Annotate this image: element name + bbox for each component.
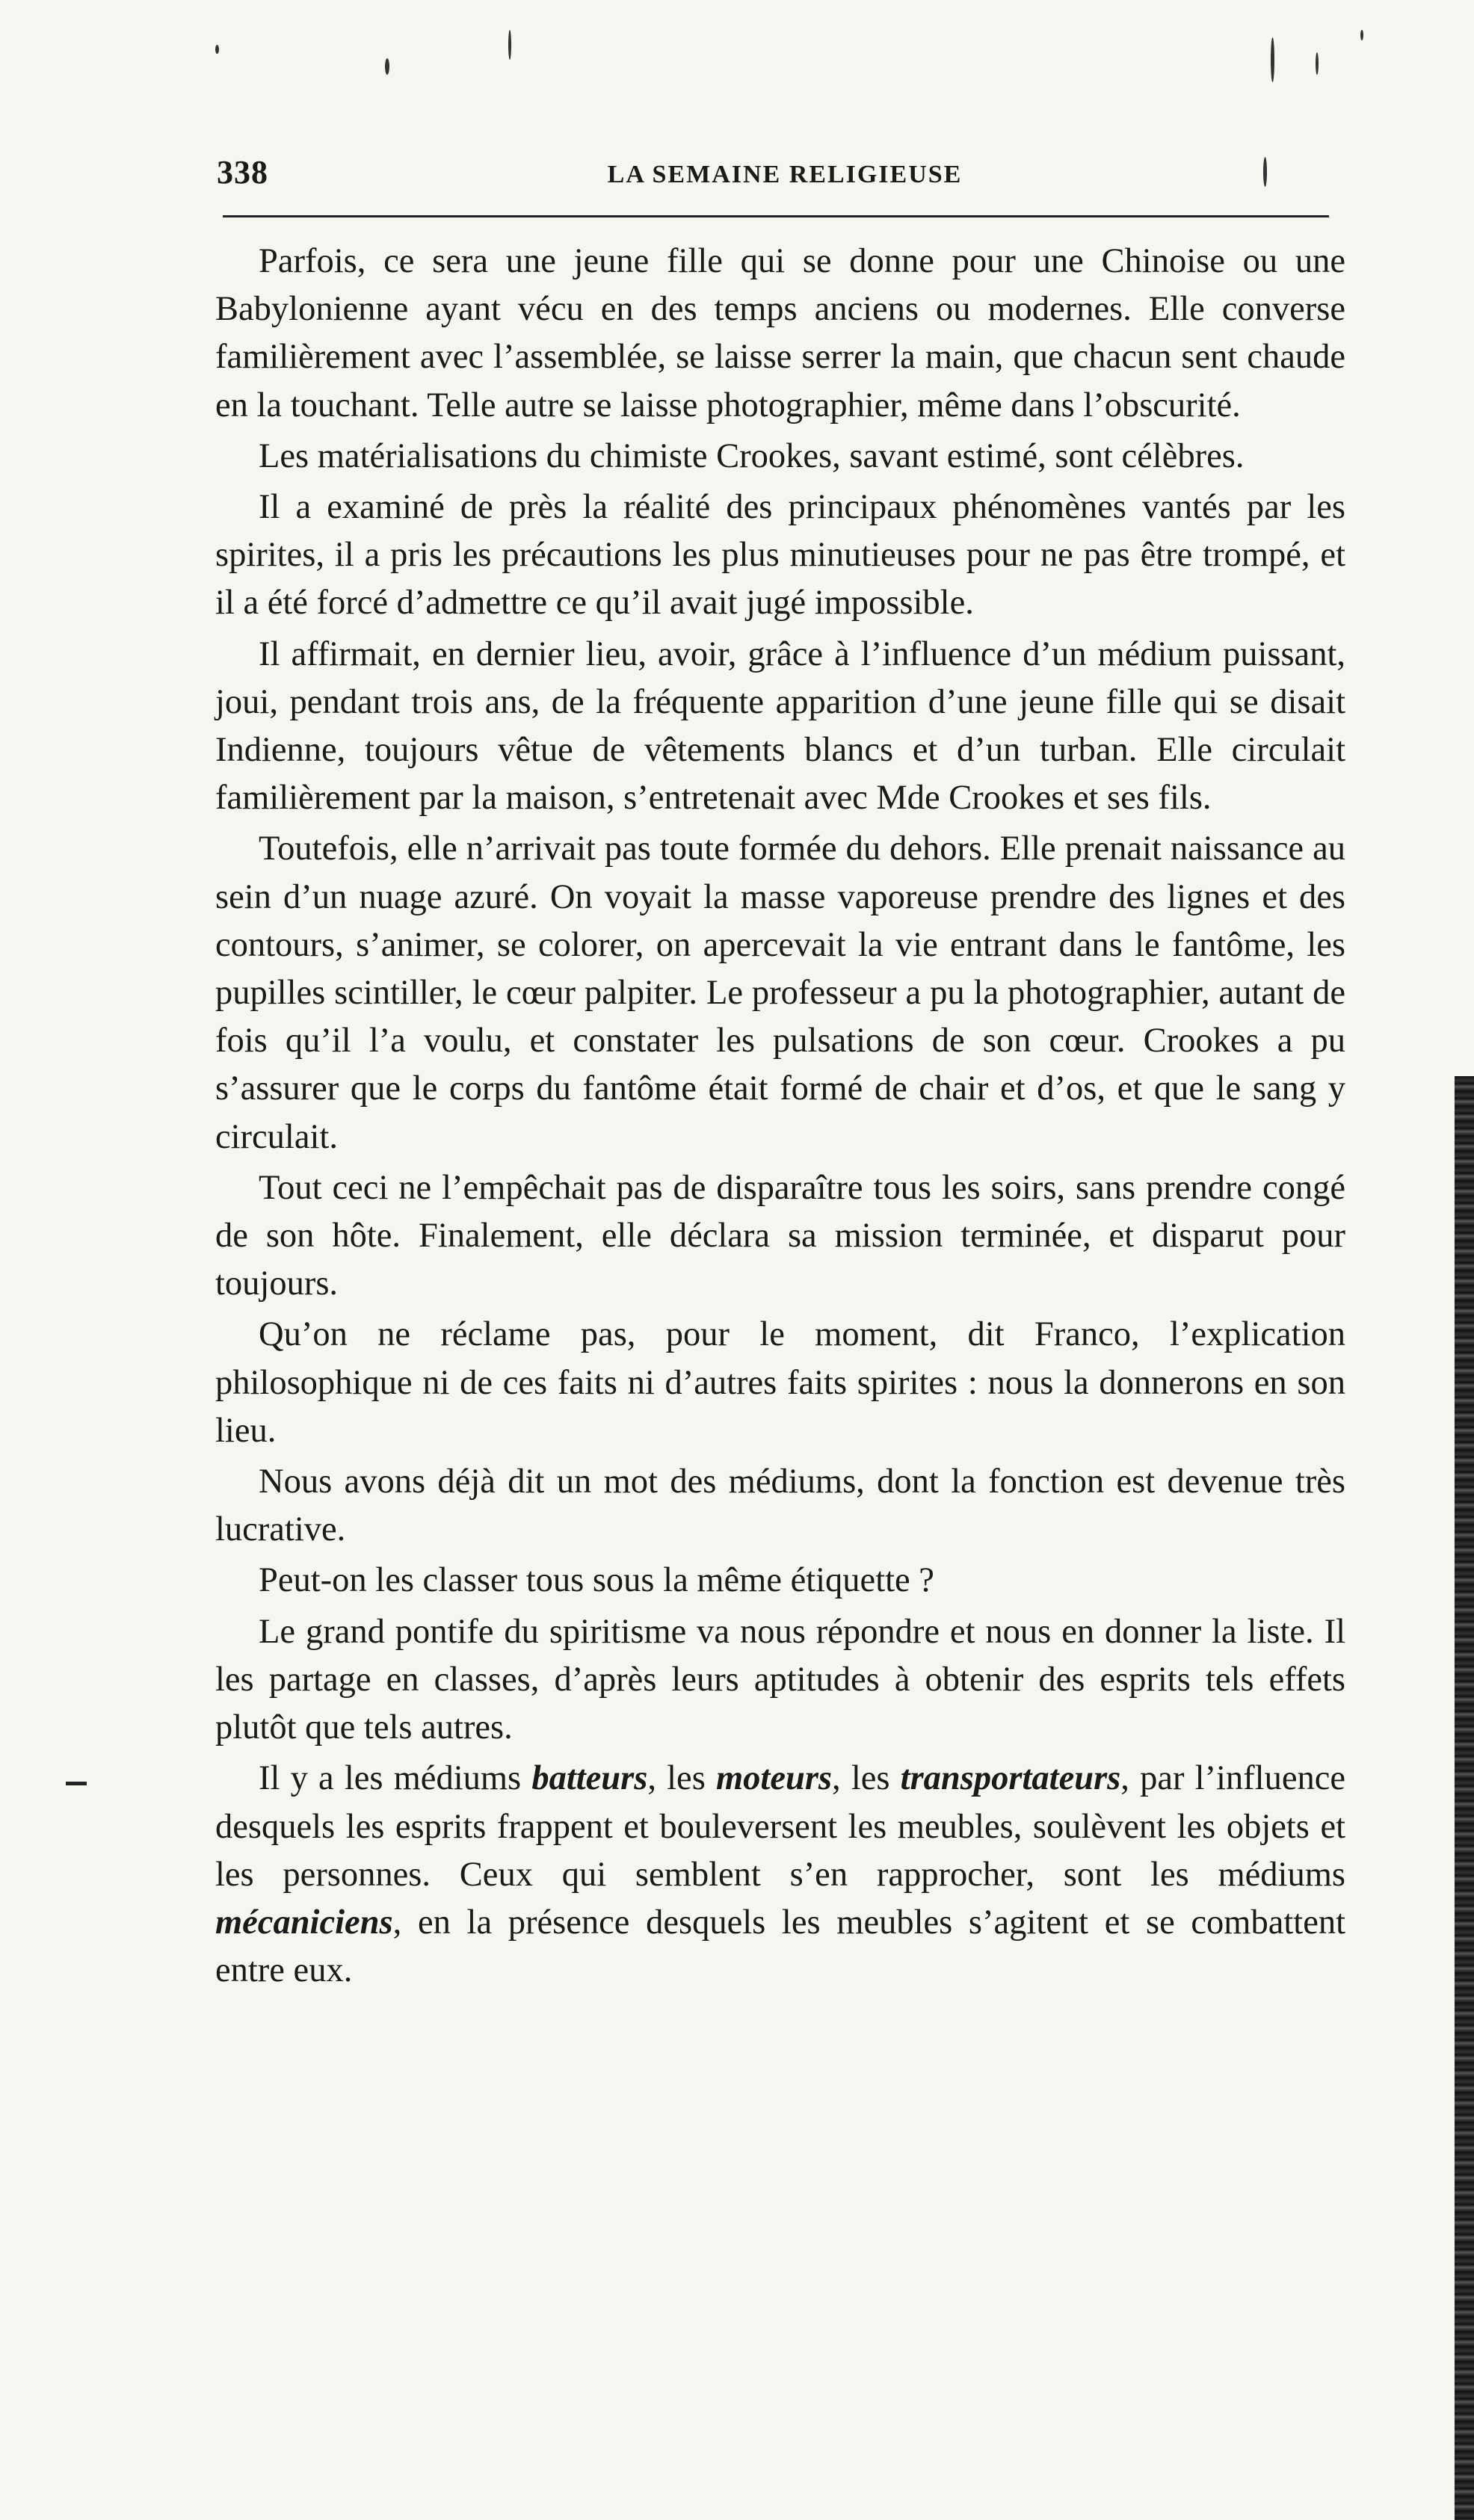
p11-text-3: , les [832,1759,901,1798]
paragraph-10: Le grand pontife du spiritisme va nous répondre et nous en donner la liste. Il les partage en classes, d’après leurs aptitudes à obtenir des esprits tels effets plutôt que tels autres. [215,1612,1345,1747]
paragraph-9: Peut-on les classer tous sous la même étiquette ? [259,1561,934,1600]
margin-mark [66,1782,87,1785]
body-text [215,238,1345,1998]
term-transportateurs: transportateurs [900,1759,1121,1798]
ink-speck [215,45,219,54]
p11-text-4: , par l’influence desquels les esprits frappent et bouleversent les meubles, soulèvent les objets et les personnes. Ceux qui semblent s’en rapprocher, sont les médiums [215,1759,1346,1894]
scan-edge-shadow [1455,1076,1474,2520]
paragraph-11 [215,1755,1345,1995]
ink-speck [1316,52,1319,75]
paragraph-2: Les matérialisations du chimiste Crookes, savant estimé, sont célèbres. [259,436,1245,475]
page-header [217,153,1353,206]
ink-speck [385,58,389,75]
paragraph-7: Qu’on ne réclame pas, pour le moment, dit Franco, l’explication philosophique ni de ces faits ni d’autres faits spirites : nous la donnerons en son lieu. [215,1315,1345,1450]
paragraph-4: Il affirmait, en dernier lieu, avoir, grâce à l’influence d’un médium puissant, joui, pendant trois ans, de la fréquente apparition d’une jeune fille qui se disait Indienne, toujours vêtue de vêtements blancs et d’un turban. Elle circulait familièrement par la maison, s’entretenait avec Mde Crookes et ses fils. [215,634,1345,818]
term-batteurs: batteurs [531,1759,648,1798]
term-moteurs: moteurs [715,1759,833,1798]
header-rule [223,215,1329,217]
paragraph-8: Nous avons déjà dit un mot des médiums, dont la fonction est devenue très lucrative. [215,1463,1345,1549]
page-number: 338 [217,154,268,191]
ink-speck [1263,157,1267,187]
p11-text-5: , en la présence desquels les meubles s’agitent et se combattent entre eux. [215,1903,1345,1990]
ink-speck [1271,37,1274,82]
term-mecaniciens: mécaniciens [215,1903,393,1942]
ink-speck [508,30,511,60]
ink-speck [1360,30,1363,40]
paragraph-3: Il a examiné de près la réalité des principaux phénomènes vantés par les spirites, il a pris les précautions les plus minutieuses pour ne pas être trompé, et il a été forcé d’admettre ce qu’il avait jugé impossible. [215,488,1345,623]
running-title: LA SEMAINE RELIGIEUSE [607,161,963,188]
paragraph-5: Toutefois, elle n’arrivait pas toute formée du dehors. Elle prenait naissance au sein d’un nuage azuré. On voyait la masse vaporeuse prendre des lignes et des contours, s’animer, se colorer, on apercevait la vie entrant dans le fantôme, les pupilles scintiller, le cœur palpiter. Le professeur a pu la photographier, autant de fois qu’il l’a voulu, et constater les pulsations de son cœur. Crookes a pu s’assurer que le corps du fantôme était formé de chair et d’os, et que le sang y circulait. [215,830,1345,1156]
paragraph-1: Parfois, ce sera une jeune fille qui se donne pour une Chinoise ou une Babylonienne ayant vécu en des temps anciens ou modernes. Elle converse familièrement avec l’assemblée, se laisse serrer la main, que chacun sent chaude en la touchant. Telle autre se laisse photographier, même dans l’obscurité. [215,242,1345,424]
p11-text-1: Il y a les médiums [259,1759,532,1798]
p11-text-2: , les [647,1759,716,1798]
paragraph-6: Tout ceci ne l’empêchait pas de disparaître tous les soirs, sans prendre congé de son hôte. Finalement, elle déclara sa mission terminée, et disparut pour toujours. [215,1168,1345,1303]
